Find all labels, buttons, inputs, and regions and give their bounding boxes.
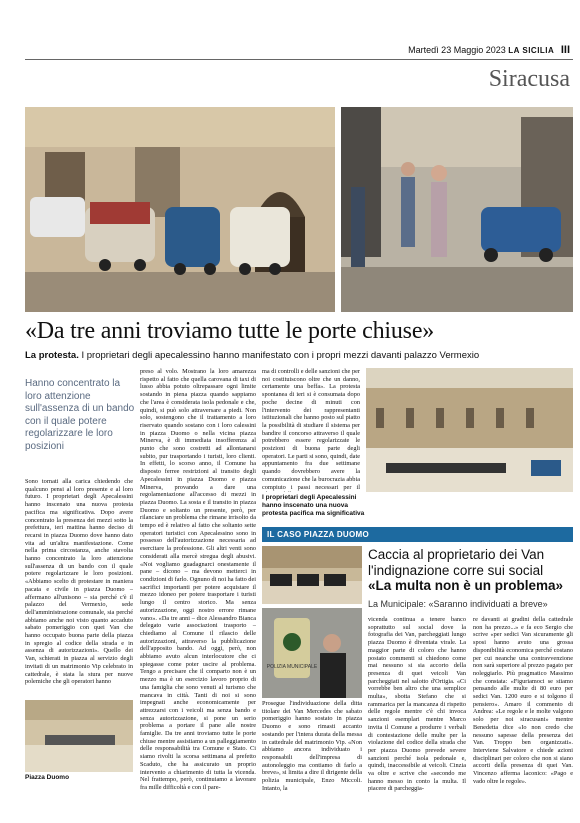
newspaper-name: LA SICILIA — [508, 46, 555, 55]
header-rule — [25, 59, 573, 60]
page-number: III — [560, 44, 570, 56]
box-headline-quote: «La multa non è un problema» — [368, 578, 564, 593]
article-column-1: Sono tornati alla carica chiedendo che qualcuno pensi al loro presente e al loro futuro. I proprietari degli Apecalessini hanno inscenato una nuova protesta pacifica ma significativa. Dopo avere concentrato la presenza dei mezzi sotto la prefettura, ieri mattina hanno deciso di recarsi in piazza Duomo dove hanno dato vita ad un'altra manifestazione. Come nella prima circostanza, anche stavolta hanno concentrato la loro attenzione sull'assenza di un bando con il quale potere regolarizzare le loro posizioni. «Abbiamo scelto di protestare in maniera pacata e civile in piazza Duomo – affermano all'unisono – sia perché c'è il palazzo del Vermexio, sede dell'amministrazione comunale, sia perché abbiamo anche noi visto quanto accaduto sabato pomeriggio con quei Van che hanno occupato buona parte della piazza in spregio al codice della strada e in assenza di autorizzazioni». Quello dei Van, schierati in piazza al servizio degli invitati di un matrimonio Vip celebrato in cattedrale, è stata la stura per nuove polemiche che gli operatori hanno — [25, 478, 133, 686]
photo-polizia — [262, 608, 362, 698]
photo-piazza-duomo-small — [25, 700, 133, 772]
box-label: IL CASO PIAZZA DUOMO — [262, 527, 573, 542]
photo-turisti-illustration — [341, 107, 573, 312]
small-photo-caption: Piazza Duomo — [25, 774, 70, 781]
box-headline-line: Caccia al proprietario dei Van l'indignazione corre sui social — [368, 547, 545, 578]
article-column-3: ma di controlli e delle sanzioni che per noi costituiscono oltre che un danno, certamente una beffa». La protesta spontanea di ieri si è consumata dopo poche decine di minuti con l'intervento dei rappresentanti istituzionali che hanno posto sul piatto la possibilità di studiare il sistema per bandire il concorso attraverso il quale potrebbero essere regolarizzate le posizioni di buona parte degli operatori. Le parti si sono, quindi, date appuntamento fra due settimane quando dovrebbero avere la comunicazione che la burocrazia abbia compiuto i passi necessari per il — [262, 368, 360, 491]
seal-text: POLIZIA MUNICIPALE — [266, 664, 318, 670]
box-column-2: vicenda continua a tenere banco soprattutto sul social dove la fotografia dei Van, parcheggiati lungo piazza Duomo è diventata virale. La maggior parte di coloro che hanno postato commenti si chiedono come mai nessuno si sia accorto della presenza di quei veicoli Van parcheggiati nel salotto d'Ortigia. «Ci vorrebbe ben altro che una semplice multa», sbotta Stefano che si rammarica per la mancanza di rispetto delle regole mentre c'è chi invoca sanzioni esemplari mentre Marco invita il Comune a produrre i verbali di contestazione delle multe per la violazione del codice della strada che per piazza Duomo prevede severe sanzioni perché isola pedonale e, quindi, inaccessibile ai veicoli. Cinzia va oltre e scrive che «secondo me hanno messo in conto la multa. Il piacere di parcheggia- — [368, 616, 466, 793]
pull-quote: Hanno concentrato la loro attenzione sull'assenza di un bando con il quale potere regolarizzare le loro posizioni — [25, 378, 135, 452]
photo-apecalessini-illustration — [25, 107, 335, 312]
box-subhead: La Municipale: «Saranno individuati a breve» — [368, 599, 548, 609]
lead — [25, 350, 573, 361]
lead-kicker: La protesta. — [25, 350, 79, 361]
headline: «Da tre anni troviamo tutte le porte chiuse» — [25, 318, 435, 344]
van-illustration — [262, 546, 362, 604]
lead-text: I proprietari degli apecalessino hanno manifestato con i propri mezzi davanti palazzo Vermexio — [81, 350, 480, 361]
section-title: Siracusa — [488, 66, 570, 92]
photo-piazza-duomo-wide — [366, 368, 573, 492]
article-column-2: preso al volo. Mostrano la loro amarezza rispetto al fatto che quella carovana di taxi di lusso abbia potuto oltrepassare ogni limite sostando in piena piazza quando sappiamo che l'area è considerata isola pedonale e che, quindi, si può solo attraversare a piedi. Non solo, sostengono che il trattamento a loro riservato quando sostano con i loro calessini in piazza Duomo o nella vicina piazza Minerva, è di immediata insofferenza al punto che sono costretti ad allontanarsi subito, pur trasportando i turisti, loro clienti. In effetti, lo scorso anno, il Comune ha disposto ferree restrizioni al transito degli Apecalessini in piazza Duomo e piazza Minerva, provando a dare una regolamentazione all'accesso di mezzi in piazza Duomo. La sosta e il transito in piazza Duomo e soltanto un presente, però, per rilanciare un problema che rimane irrisolto da tempo ed è relativo al fatto che soltanto sette operatori turistici con Apecalessino sono in possesso dell'autorizzazione necessaria ad esercitare la professione. Gli altri venti sono considerati alla mercè stregua degli abusivi. «Noi vogliamo guadagnarci onestamente il pane – dicono – ma devono metterci in condizioni di farlo. Ognuno di noi ha fatto dei sacrifici importanti per potere acquistare il mezzo idoneo per potere trasportare i turisti lungo il centro storico. Ma senza autorizzazione, oggi nostro errore rimane vano». «Da tre anni – dice Alessandro Bianca delegato varie associazioni trasporto – chiediamo al Comune il rilascio delle autorizzazioni, attraverso la pubblicazione dell'apposito bando. Ad oggi, però, non abbiamo avuto alcun interlocutore che ci spiegasse come poter uscire al problema. Tengo a precisare che il comparto non è un mezzo ma è un esercizio lavoro proprio di una famiglia che sono venuti al turismo che mancava in città. Tanti di noi si sono impegnati anche economicamente per attrezzarsi con i veicoli ma senza bando e senza autorizzazione, si pone un serio problema a portare il pane alle nostre famiglie. Da tre anni troviamo tutte le porte chiuse mentre assistiamo a un palleggiamento delle responsabilità tra Comune e Stato. Ci siamo rivolti la scorsa settimana al prefetto Scaduto, che ha assicurato un proprio intervento a chiarimento di tutta la vicenda. Nel frattempo, però, continuiamo a lavorare fra mille difficoltà e con il pare- — [140, 368, 256, 791]
polizia-illustration — [262, 608, 362, 698]
box-headline — [368, 547, 573, 594]
photo-caption: I proprietari degli Apecalessini hanno inscenato una nuova protesta pacifica ma significativa — [262, 494, 365, 517]
photo-van — [262, 546, 362, 604]
date: Martedì 23 Maggio 2023 — [408, 45, 506, 55]
photo-apecalessini — [25, 107, 335, 312]
piazza-wide-illustration — [366, 368, 573, 492]
box-column-1: Prosegue l'individuazione della ditta titolare dei Van Mercedes che sabato pomeriggio hanno sostato in piazza Duomo e sono rimasti accanto sostando per l'intera durata della messa in cattedrale del matrimonio Vip. «Non abbiamo ancora individuato i responsabili dell'impresa di autonoleggio ma contiamo di farlo a breve», si limita a dire il dirigente della polizia municipale, Enzo Miccoli. Intanto, la — [262, 700, 362, 792]
box-column-3: re davanti ai gradini della cattedrale non ha prezzo...» e fa eco Sergio che scrive «per sedici Van sicuramente gli sposi hanno avuto una grossa disponibilità economica perché costano per cui neanche una contravvenzione non sarà superiore al prezzo pagato per noleggiarlo. Più pragmatico Massimo che constata: «Figuriamoci se stiamo pensando alle multe di 80 euro per sedici Van. 1200 euro e si tolgono il pensiero». Amaro il commento di Andrea: «Le regole e le molte valgono solo per noi siracusani» mentre Benedetta dice «Io non credo che nessuno sapesse della presenza dei Van. Troppo ben organizzati». Interviene Salvatore e chiede azioni disciplinari per coloro che non si siano accorti della presenza di quei Van. Vincenzo afferma laconico: «Pago e vado oltre le regole». — [473, 616, 573, 785]
page-header — [270, 44, 570, 56]
photo-turisti-ape — [341, 107, 573, 312]
piazza-small-illustration — [25, 700, 133, 772]
